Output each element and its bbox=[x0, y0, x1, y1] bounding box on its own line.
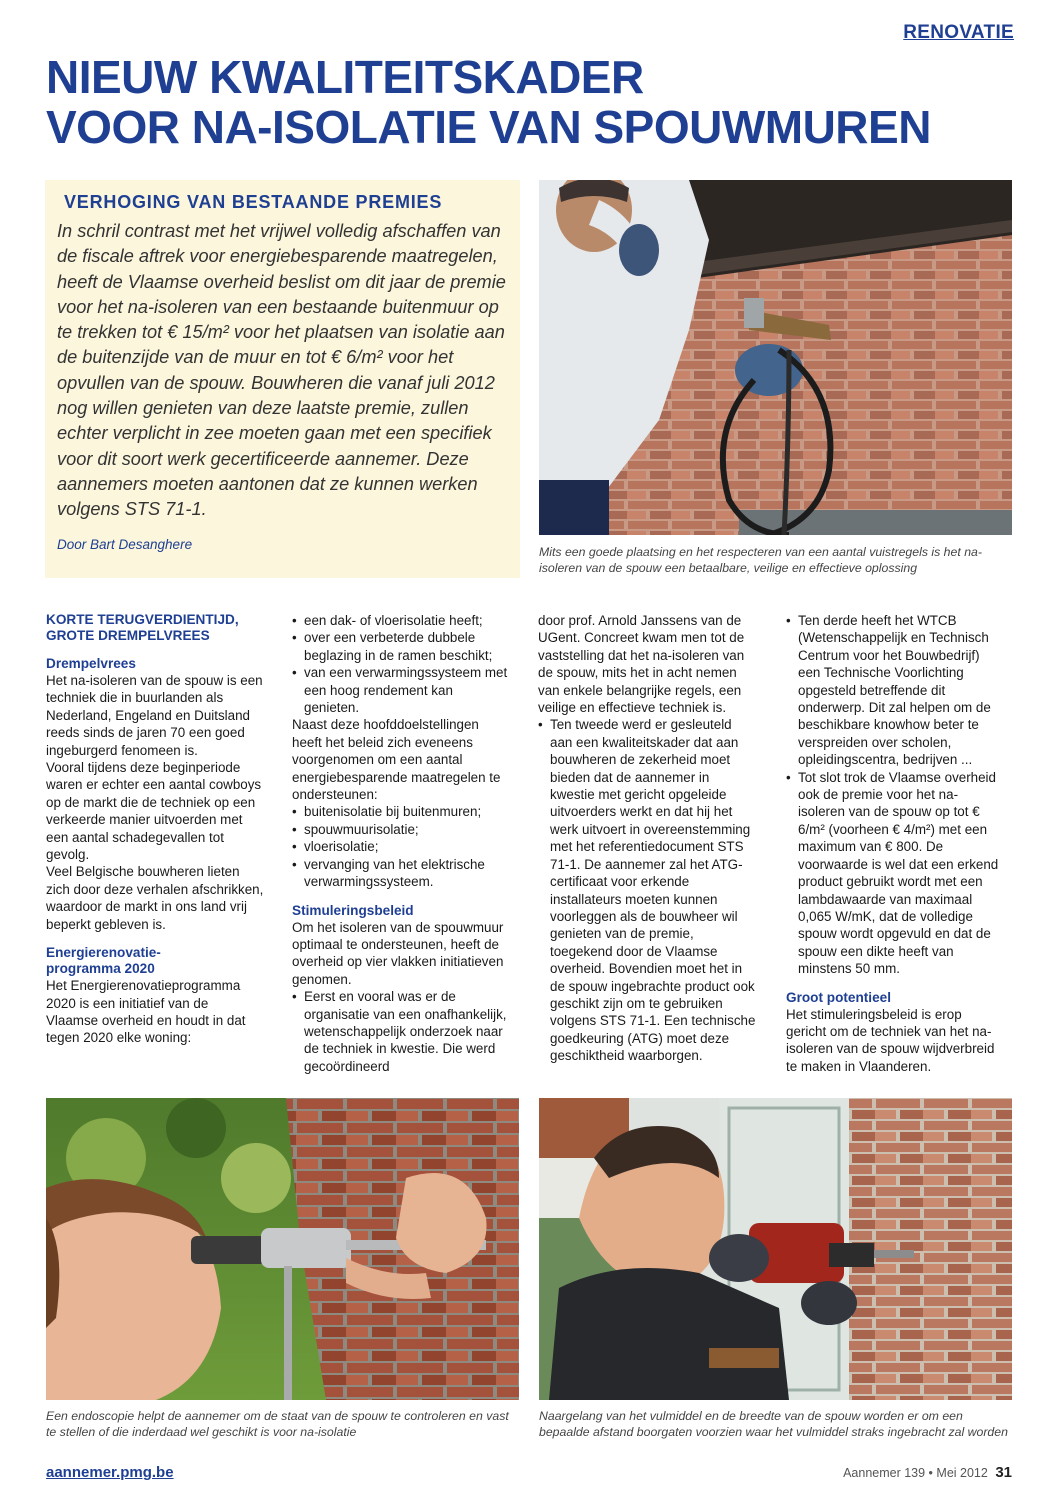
subheading-stimuleringsbeleid: Stimuleringsbeleid bbox=[292, 902, 414, 918]
list-item: • Ten derde heeft het WTCB (Wetenschappelijk en Technisch Centrum voor het Bouwbedrijf) een Technische Voorlichting opgesteld betreffende dit onderwerp. Dit zal helpen om de beschikbare knowhow beter te verspreiden over scholen, opleidingscentra, bedrijven ... bbox=[786, 612, 1004, 769]
paragraph: Veel Belgische bouwheren lieten zich door deze verhalen afschrikken, waardoor de markt in ons land vrij beperkt gebleven is. bbox=[46, 864, 264, 932]
bullet-list-initiatives-cont bbox=[538, 716, 756, 1064]
photo-drilling-worker bbox=[539, 1098, 1012, 1400]
list-item: • over een verbeterde dubbele beglazing in de ramen beschikt; bbox=[292, 629, 510, 664]
page-number: 31 bbox=[995, 1464, 1012, 1481]
intro-box bbox=[45, 180, 520, 578]
paragraph: Naast deze hoofddoelstellingen heeft het beleid zich eveneens voorgenomen om een aantal energiebesparende maatregelen te ondersteunen: bbox=[292, 717, 501, 803]
caption-bottom-right-photo: Naargelang van het vulmiddel en de breedte van de spouw worden er om een bepaalde afstand boorgaten voorzien waar het vulmiddel straks ingebracht zal worden bbox=[539, 1409, 1008, 1439]
paragraph: Om het isoleren van de spouwmuur optimaal te ondersteunen, heeft de overheid op vier vlakken initiatieven genomen. bbox=[292, 919, 504, 987]
intro-heading: VERHOGING VAN BESTAANDE PREMIES bbox=[64, 192, 443, 212]
footer-issue bbox=[843, 1464, 1012, 1481]
subheading-groot-potentieel: Groot potentieel bbox=[786, 989, 891, 1005]
paragraph: Het na-isoleren van de spouw is een techniek die in buurlanden als Nederland, Engeland en Duitsland reeds sinds de jaren 70 een goed ingeburgerd fenomeen is. bbox=[46, 673, 263, 758]
list-item: • Eerst en vooral was er de organisatie van een onafhankelijk, wetenschappelijk onderzoek naar de techniek in kwestie. Die werd gecoördineerd bbox=[292, 988, 510, 1075]
list-item: • buitenisolatie bij buitenmuren; bbox=[292, 803, 510, 820]
list-item: • van een verwarmingssysteem met een hoog rendement kan genieten. bbox=[292, 664, 510, 716]
column-1 bbox=[46, 612, 264, 1047]
section-tag: RENOVATIE bbox=[903, 22, 1014, 43]
title-line-2: VOOR NA-ISOLATIE VAN SPOUWMUREN bbox=[46, 101, 931, 153]
section-heading-payback bbox=[46, 612, 264, 644]
list-item: • Tot slot trok de Vlaamse overheid ook de premie voor het na-isoleren van de spouw op tot € 6/m² (voorheen € 4/m²) met een maximum van € 800. De voorwaarde is wel dat een erkend product gebruikt wordt met een lambdawaarde van maximaal 0,065 W/mK, dat de volledige spouw wordt opgevuld en dat de spouw een dikte heeft van minstens 50 mm. bbox=[786, 769, 1004, 978]
intro-text: In schril contrast met het vrijwel volledig afschaffen van de fiscale aftrek voor energiebesparende maatregelen, heeft de Vlaamse overheid beslist om dit jaar de premie voor het na-isoleren van een bestaande buitenmuur op te trekken tot € 15/m² voor het plaatsen van isolatie aan de buitenzijde van de muur en tot € 6/m² voor het opvullen van de spouw. Bouwheren die vanaf juli 2012 nog willen genieten van deze laatste premie, zullen echter verplicht in zee moeten gaan met een specifiek voor dit soort werk gecertificeerde aannemer. Deze aannemers moeten aantonen dat ze kunnen werken volgens STS 71-1. bbox=[57, 221, 506, 520]
column-4 bbox=[786, 612, 1004, 1075]
paragraph: door prof. Arnold Janssens van de UGent. Concreet kwam men tot de vaststelling dat het na-isoleren van de spouw, mits het in acht nemen van enkele belangrijke regels, een veilige en effectieve techniek is. bbox=[538, 613, 745, 716]
photo-endoscopy bbox=[46, 1098, 519, 1400]
paragraph: Het Energierenovatieprogramma 2020 is een initiatief van de Vlaamse overheid en houdt in dat tegen 2020 elke woning: bbox=[46, 978, 246, 1046]
bullet-list-initiatives bbox=[292, 988, 510, 1075]
bullet-list-goals bbox=[292, 612, 510, 716]
byline: Door Bart Desanghere bbox=[57, 536, 193, 552]
subheading-line-2: programma 2020 bbox=[46, 961, 155, 977]
paragraph: Vooral tijdens deze beginperiode waren er echter een aantal cowboys op de markt die de techniek op een verkeerde manier uitvoerden met een aantal schadegevallen tot gevolg. bbox=[46, 760, 262, 863]
column-3 bbox=[538, 612, 756, 1065]
list-item: • vervanging van het elektrische verwarmingssysteem. bbox=[292, 856, 510, 891]
caption-top-photo: Mits een goede plaatsing en het respecteren van een aantal vuistregels is het na-isoleren van de spouw een betaalbare, veilige en effectieve oplossing bbox=[539, 545, 982, 575]
list-item: • spouwmuurisolatie; bbox=[292, 821, 510, 838]
footer-website-link[interactable]: aannemer.pmg.be bbox=[46, 1464, 174, 1481]
list-item: • een dak- of vloerisolatie heeft; bbox=[292, 612, 510, 629]
subheading-drempelvrees: Drempelvrees bbox=[46, 656, 136, 671]
bullet-list-initiatives-end bbox=[786, 612, 1004, 978]
article-title bbox=[46, 52, 1026, 152]
caption-bottom-left-photo: Een endoscopie helpt de aannemer om de staat van de spouw te controleren en vast te stellen of die inderdaad wel geschikt is voor na-isolatie bbox=[46, 1409, 509, 1439]
heading-line-2: GROTE DREMPELVREES bbox=[46, 628, 210, 643]
paragraph: Het stimuleringsbeleid is erop gericht om de techniek van het na-isoleren van de spouw wijdverbreid te maken in Vlaanderen. bbox=[786, 1006, 995, 1074]
photo-injection-worker bbox=[539, 180, 1012, 535]
bullet-list-measures bbox=[292, 803, 510, 890]
column-2 bbox=[292, 612, 510, 1075]
subheading-energierenovatie bbox=[46, 945, 264, 977]
issue-info: Aannemer 139 • Mei 2012 bbox=[843, 1466, 988, 1480]
list-item: • vloerisolatie; bbox=[292, 838, 510, 855]
list-item: • Ten tweede werd er gesleuteld aan een kwaliteitskader dat aan bouwheren de zekerheid moet bieden dat de aannemer in kwestie met gericht opgeleide uitvoerders werkt en dat hij het werk uitvoert in overeenstemming met het referentiedocument STS 71-1. De aannemer zal het ATG-certificaat voor erkende installateurs moeten kunnen voorleggen als de bouwheer wil genieten van de premie, toegekend door de Vlaamse overheid. Bovendien moet het in de spouw ingebrachte product ook geschikt zijn om te gebruiken volgens STS 71-1. Een technische goedkeuring (ATG) moet deze geschiktheid waarborgen. bbox=[538, 716, 756, 1064]
subheading-line-1: Energierenovatie- bbox=[46, 945, 161, 961]
title-line-1: NIEUW KWALITEITSKADER bbox=[46, 51, 644, 103]
heading-line-1: KORTE TERUGVERDIENTIJD, bbox=[46, 612, 239, 627]
